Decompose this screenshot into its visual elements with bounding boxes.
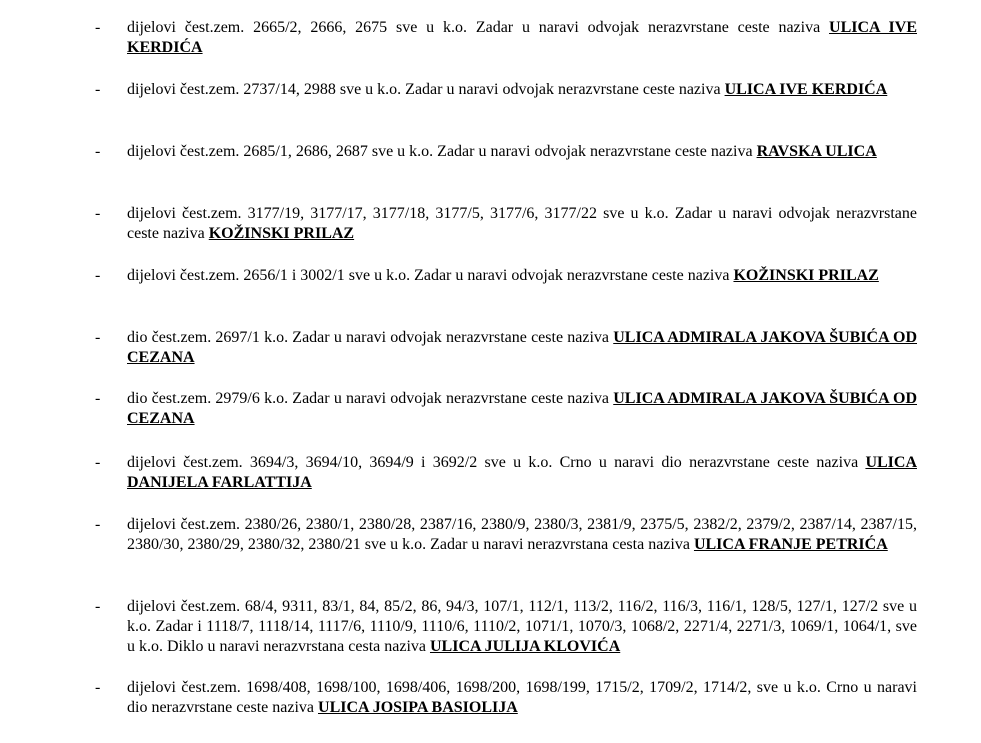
parcel-description: dijelovi čest.zem. 2737/14, 2988 sve u k.o. Zadar u naravi odvojak nerazvrstane ceste naziva: [127, 81, 725, 98]
street-name: ULICA ADMIRALA JAKOVA ŠUBIĆA OD CEZANA: [127, 329, 917, 366]
parcel-description: dijelovi čest.zem. 1698/408, 1698/100, 1698/406, 1698/200, 1698/199, 1715/2, 1709/2, 1714/2, sve u k.o. Crno u naravi dio nerazvrstane ceste naziva: [127, 679, 917, 716]
list-bullet: -: [95, 390, 101, 407]
truncated-text-fragment: [127, 738, 917, 743]
list-item-text: [127, 204, 917, 244]
list-item-text: [127, 328, 917, 368]
street-name: ULICA IVE KERDIĆA: [724, 81, 888, 98]
list-item-text: [127, 80, 917, 100]
list-item-text: [127, 142, 917, 162]
parcel-description: dijelovi čest.zem. 3694/3, 3694/10, 3694/9 i 3692/2 sve u k.o. Crno u naravi dio nerazvrstane ceste naziva: [127, 454, 866, 471]
list-bullet: -: [95, 679, 101, 696]
list-bullet: -: [95, 516, 101, 533]
list-item-text: [127, 389, 917, 429]
list-bullet: -: [95, 205, 101, 222]
list-item-text: [127, 597, 917, 657]
street-name: RAVSKA ULICA: [756, 143, 877, 160]
list-bullet: -: [95, 598, 101, 615]
list-item-text: [127, 18, 917, 58]
parcel-description: dijelovi čest.zem. 2380/26, 2380/1, 2380/28, 2387/16, 2380/9, 2380/3, 2381/9, 2375/5, 2382/2, 2379/2, 2387/14, 2387/15, 2380/30, 2380/29, 2380/32, 2380/21 sve u k.o. Zadar u naravi nerazvrstana cesta naziva: [127, 516, 917, 553]
list-bullet: -: [95, 267, 101, 284]
parcel-description: dio čest.zem. 2979/6 k.o. Zadar u naravi odvojak nerazvrstane ceste naziva: [127, 390, 614, 407]
street-name: ULICA JULIJA KLOVIĆA: [429, 638, 621, 655]
list-bullet: -: [95, 19, 101, 36]
parcel-description: dijelovi čest.zem. 2656/1 i 3002/1 sve u k.o. Zadar u naravi odvojak nerazvrstane ceste naziva: [127, 267, 734, 284]
list-bullet: -: [95, 454, 101, 471]
street-name: ULICA JOSIPA BASIOLIJA: [318, 699, 518, 716]
list-bullet: -: [95, 81, 101, 98]
list-item-text: [127, 515, 917, 555]
street-name: KOŽINSKI PRILAZ: [733, 267, 879, 284]
street-name: ULICA DANIJELA FARLATTIJA: [127, 454, 917, 491]
truncated-next-line: [127, 735, 917, 743]
list-item-text: [127, 453, 917, 493]
list-item-text: [127, 266, 917, 286]
street-name: ULICA ADMIRALA JAKOVA ŠUBIĆA OD CEZANA: [127, 390, 917, 427]
parcel-description: dio čest.zem. 2697/1 k.o. Zadar u naravi odvojak nerazvrstane ceste naziva: [127, 329, 614, 346]
parcel-description: dijelovi čest.zem. 68/4, 9311, 83/1, 84, 85/2, 86, 94/3, 107/1, 112/1, 113/2, 116/2, 116/3, 116/1, 128/5, 127/1, 127/2 sve u k.o. Zadar i 1118/7, 1118/14, 1117/6, 1110/9, 1110/6, 1110/2, 1071/1, 1070/3, 1068/2, 2271/4, 2271/3, 1069/1, 1064/1, sve u k.o. Diklo u naravi nerazvrstana cesta naziva: [127, 598, 917, 655]
street-name: ULICA FRANJE PETRIĆA: [693, 536, 888, 553]
list-bullet: -: [95, 143, 101, 160]
list-bullet: -: [95, 329, 101, 346]
list-item-text: [127, 678, 917, 718]
parcel-description: dijelovi čest.zem. 3177/19, 3177/17, 3177/18, 3177/5, 3177/6, 3177/22 sve u k.o. Zadar u naravi odvojak nerazvrstane ceste naziva: [127, 205, 917, 242]
street-name: ULICA IVE KERDIĆA: [127, 19, 917, 56]
street-name: KOŽINSKI PRILAZ: [208, 225, 355, 242]
parcel-description: dijelovi čest.zem. 2665/2, 2666, 2675 sve u k.o. Zadar u naravi odvojak nerazvrstane ceste naziva: [127, 19, 830, 36]
parcel-description: dijelovi čest.zem. 2685/1, 2686, 2687 sve u k.o. Zadar u naravi odvojak nerazvrstane ceste naziva: [127, 143, 757, 160]
